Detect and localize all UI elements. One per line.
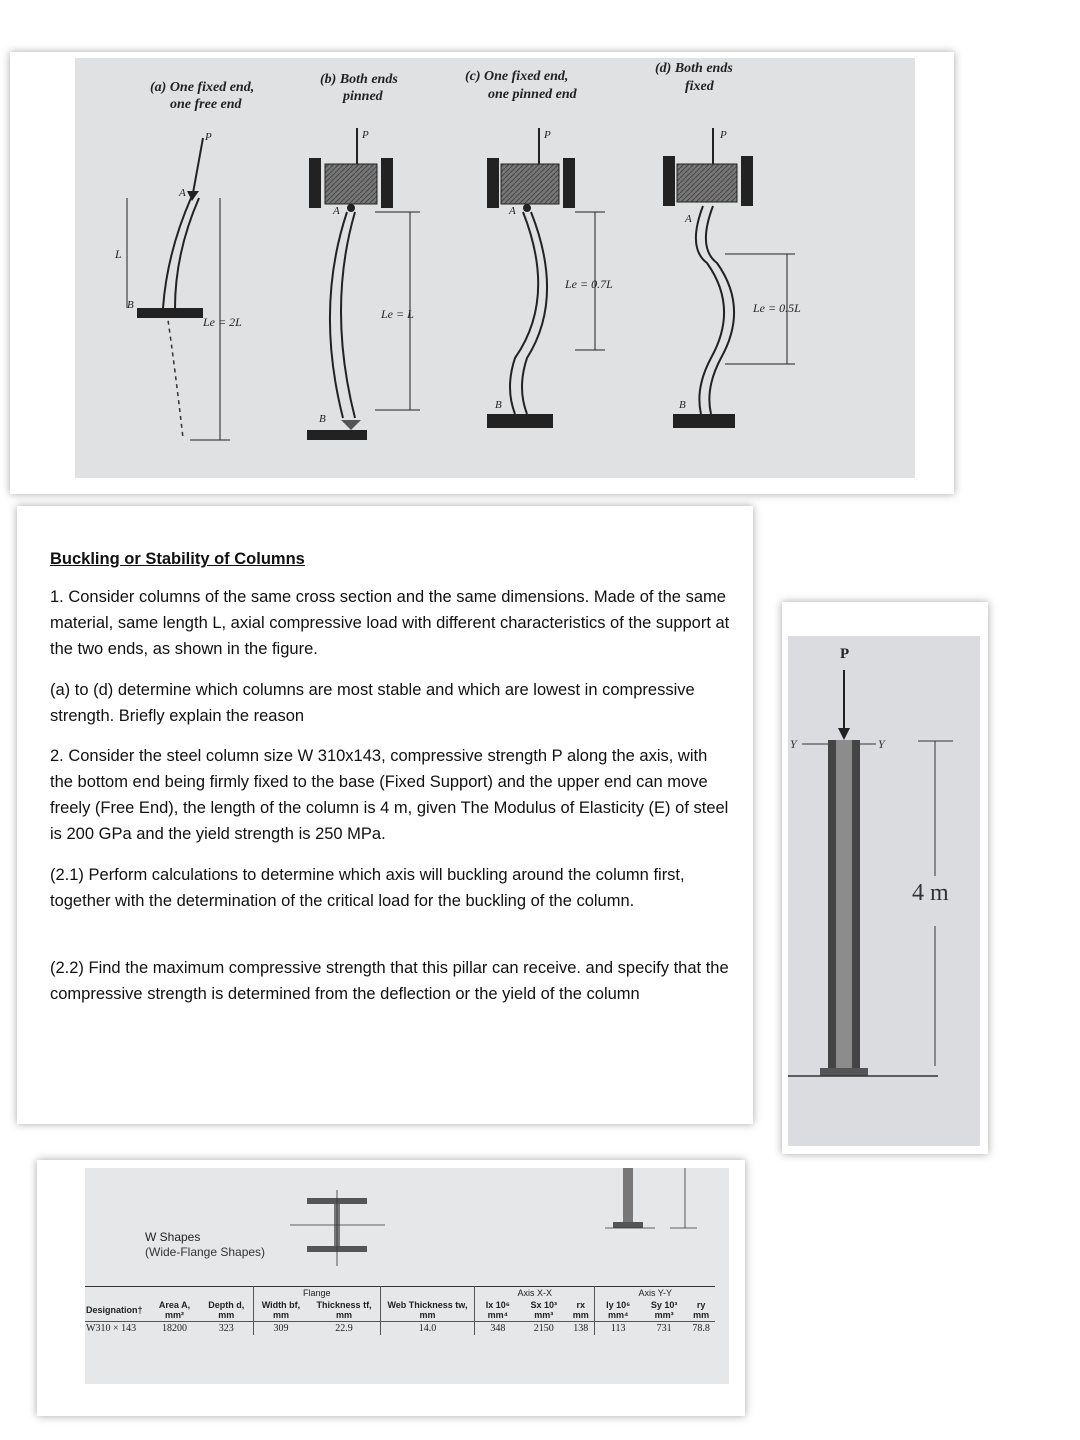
support-conditions-photo [75,58,915,478]
case-d-title-line1: (d) Both ends [655,61,733,76]
case-a-title-line1: (a) One fixed end, [150,80,255,95]
header-width: Width bf, mm [253,1299,308,1322]
question-1-sub: (a) to (d) determine which columns are most stable and which are lowest in compressive strength. Briefly explain the reason [50,681,695,725]
problem-text-card [17,506,753,1124]
case-c-title-line1: (c) One fixed end, [465,69,569,84]
support-conditions-drawing [75,58,915,478]
wshape-properties-table [85,1286,715,1335]
case-a-length-label: L [115,247,122,261]
case-d-point-a: A [685,213,692,225]
header-area: Area A, mm² [158,1300,191,1320]
cell-sy: 731 [656,1323,672,1334]
case-c-effective-length: Le = 0.7L [565,277,613,291]
header-ry: ry mm [693,1300,710,1320]
case-a-title-line2: one free end [170,97,242,112]
question-2-1: (2.1) Perform calculations to determine which axis will buckling around the column first, together with the determination of the critical load for the buckling of the column. [50,866,685,910]
support-conditions-figure-card [10,52,954,494]
group-axis-y-label: Axis Y-Y [595,1287,715,1300]
case-b-title-line2: pinned [343,89,383,104]
case-a-column [114,131,242,440]
table-row [85,1322,715,1336]
column-figure-drawing [788,636,980,1146]
cell-area: 18200 [161,1323,187,1334]
wshape-table-photo [85,1168,729,1384]
question-2-2: (2.2) Find the maximum compressive strength that this pillar can receive. and specify that the compressive strength is determined from the deflection or the yield of the column [50,959,729,1003]
cell-flange-thickness: 22.9 [335,1323,353,1334]
header-iy: Iy 10⁶ mm⁴ [595,1299,641,1322]
header-flange-thickness: Thickness tf, mm [316,1300,372,1320]
cell-sx: 2150 [533,1323,554,1334]
header-sx: Sx 10³ mm³ [530,1300,558,1320]
wshape-table-card [37,1160,745,1416]
case-b-effective-length: Le = L [381,307,414,321]
case-c-load-label: P [544,129,551,141]
cell-ix: 348 [475,1322,521,1336]
cell-web-thickness: 14.0 [380,1322,474,1336]
case-b-point-a: A [333,205,340,217]
case-d-title-line2: fixed [685,79,714,94]
column-figure-card [782,602,988,1154]
header-web-thickness: Web Thickness tw, mm [380,1299,474,1322]
header-sy: Sy 10³ mm³ [650,1300,678,1320]
case-c-point-b: B [495,399,502,411]
cell-iy: 113 [595,1322,641,1336]
case-a-point-b: B [127,299,134,311]
cell-rx: 138 [573,1323,589,1334]
group-flange-label: Flange [253,1287,380,1300]
header-designation: Designation† [86,1305,143,1315]
header-depth: Depth d, mm [208,1300,245,1320]
column-length-label: 4 m [912,880,949,906]
cell-depth: 323 [218,1323,234,1334]
wshape-section-sketch [85,1168,729,1298]
column-axis-left-label: Y [790,737,797,751]
header-rx: rx mm [572,1300,589,1320]
case-a-effective-length: Le = 2L [203,315,242,329]
cell-designation: W310 × 143 [86,1323,137,1334]
case-c-title-line2: one pinned end [488,87,577,102]
question-1: 1. Consider columns of the same cross section and the same dimensions. Made of the same material, same length L, axial compressive load with different characteristics of the support at the two ends, as shown in the figure. [50,588,730,658]
case-a-load-label: P [205,131,212,143]
wshape-title: W Shapes [145,1230,201,1244]
case-b-title-line1: (b) Both ends [320,72,398,87]
problem-title: Buckling or Stability of Columns [50,550,305,568]
case-c-column [487,128,613,428]
case-c-point-a: A [509,205,516,217]
column-figure-photo [788,636,980,1146]
case-b-point-b: B [319,413,326,425]
wshape-subtitle: (Wide-Flange Shapes) [145,1245,266,1259]
cell-width: 309 [253,1322,308,1336]
case-b-load-label: P [362,129,369,141]
column-axis-right-label: Y [878,737,885,751]
case-b-column [307,128,420,440]
column-load-label: P [840,646,850,662]
case-a-point-a: A [179,187,186,199]
case-d-column [663,128,801,428]
case-d-load-label: P [720,129,727,141]
header-ix: Ix 10⁶ mm⁴ [475,1299,521,1322]
case-d-point-b: B [679,399,686,411]
question-2: 2. Consider the steel column size W 310x143, compressive strength P along the axis, with the bottom end being firmly fixed to the base (Fixed Support) and the upper end can move freely (Free End), the length of the column is 4 m, given The Modulus of Elasticity (E) of steel is 200 GPa and the yield strength is 250 MPa. [50,747,729,843]
cell-ry: 78.8 [692,1323,710,1334]
group-axis-x-label: Axis X-X [475,1287,595,1300]
case-d-effective-length: Le = 0.5L [753,301,801,315]
